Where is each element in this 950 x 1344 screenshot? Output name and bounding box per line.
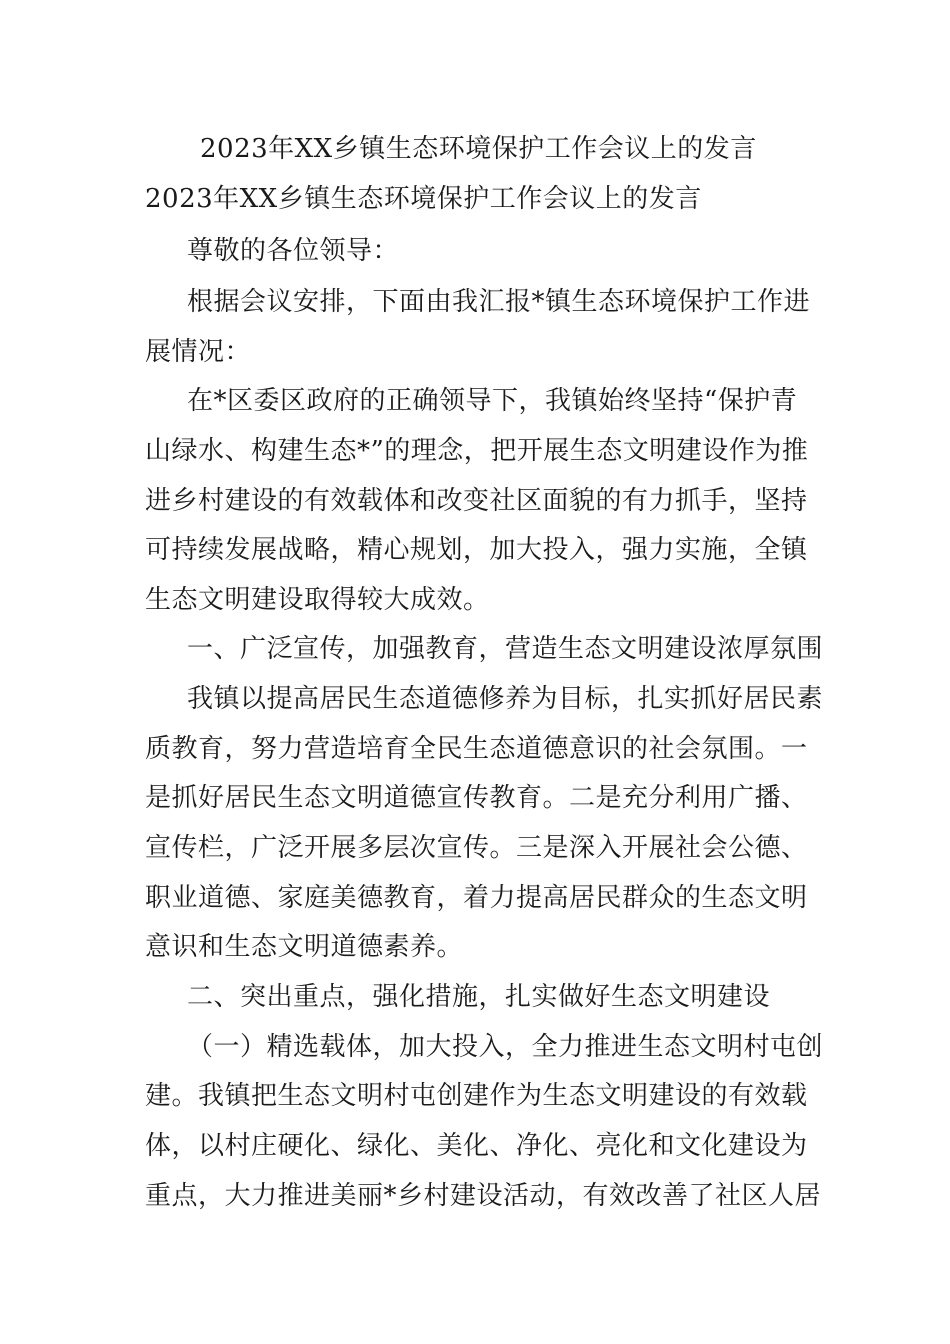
paragraph-line: 意识和生态文明道德素养。: [145, 932, 464, 962]
salutation: 尊敬的各位领导：: [187, 236, 400, 266]
paragraph-line: （一）精选载体，加大投入，全力推进生态文明村屯创: [187, 1032, 824, 1062]
paragraph-line: 质教育，努力营造培育全民生态道德意识的社会氛围。一: [145, 734, 808, 764]
document-title: 2023年XX乡镇生态环境保护工作会议上的发言: [200, 134, 757, 164]
paragraph-line: 山绿水、构建生态*”的理念，把开展生态文明建设作为推: [145, 436, 809, 466]
document-subtitle: 2023年XX乡镇生态环境保护工作会议上的发言: [145, 184, 702, 214]
paragraph-line: 在*区委区政府的正确领导下，我镇始终坚持“保护青: [187, 386, 798, 416]
paragraph-line: 进乡村建设的有效载体和改变社区面貌的有力抓手，坚持: [145, 486, 808, 516]
paragraph-line: 重点，大力推进美丽*乡村建设活动，有效改善了社区人居: [145, 1181, 822, 1211]
paragraph-line: 展情况：: [145, 337, 252, 367]
paragraph-line: 是抓好居民生态文明道德宣传教育。二是充分利用广播、: [145, 783, 808, 813]
paragraph-line: 根据会议安排，下面由我汇报*镇生态环境保护工作进: [187, 287, 811, 317]
paragraph-line: 可持续发展战略，精心规划，加大投入，强力实施，全镇: [145, 535, 808, 565]
section-heading: 二、突出重点，强化措施，扎实做好生态文明建设: [187, 982, 771, 1012]
paragraph-line: 体，以村庄硬化、绿化、美化、净化、亮化和文化建设为: [145, 1131, 808, 1161]
paragraph-line: 建。我镇把生态文明村屯创建作为生态文明建设的有效载: [145, 1081, 808, 1111]
paragraph-line: 我镇以提高居民生态道德修养为目标，扎实抓好居民素: [187, 684, 824, 714]
paragraph-line: 生态文明建设取得较大成效。: [145, 585, 490, 615]
paragraph-line: 职业道德、家庭美德教育，着力提高居民群众的生态文明: [145, 883, 808, 913]
section-heading: 一、广泛宣传，加强教育，营造生态文明建设浓厚氛围: [187, 634, 824, 664]
paragraph-line: 宣传栏，广泛开展多层次宣传。三是深入开展社会公德、: [145, 833, 808, 863]
